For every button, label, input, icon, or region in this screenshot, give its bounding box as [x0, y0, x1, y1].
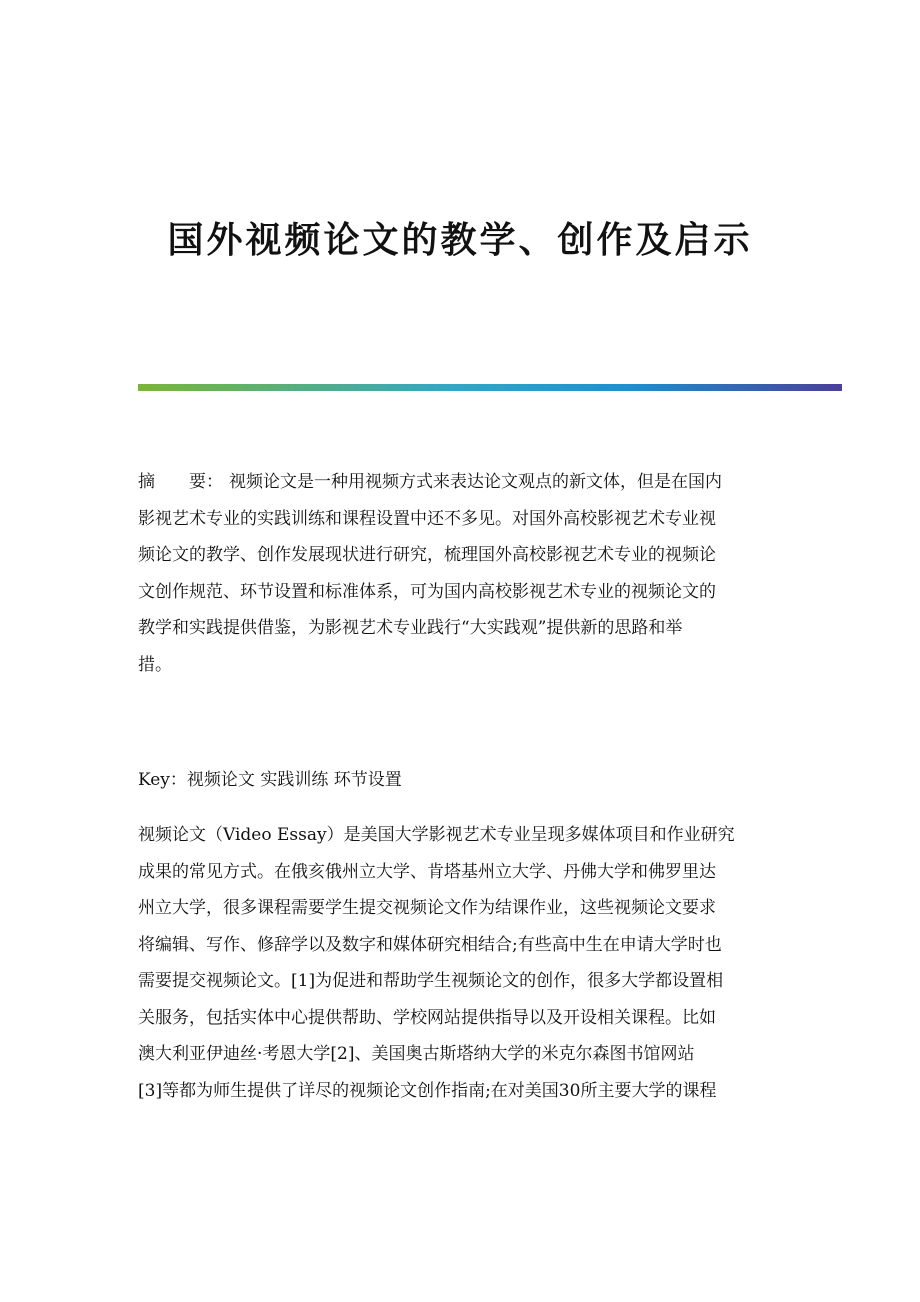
paragraph-line: 州立大学，很多课程需要学生提交视频论文作为结课作业，这些视频论文要求: [138, 898, 716, 918]
keywords-label: Key：: [138, 770, 187, 790]
abstract-line: [138, 464, 786, 501]
title-divider: [138, 384, 842, 391]
abstract-line: 文创作规范、环节设置和标准体系，可为国内高校影视艺术专业的视频论文的: [138, 581, 716, 602]
abstract-text: 视频论文是一种用视频方式来表达论文观点的新文体，但是在国内: [229, 472, 722, 492]
abstract-label: 摘 要：: [138, 472, 223, 492]
abstract-line: 频论文的教学、创作发展现状进行研究，梳理国外高校影视艺术专业的视频论: [138, 545, 716, 565]
paragraph-line: 澳大利亚伊迪丝·考恩大学[2]、美国奥古斯塔纳大学的米克尔森图书馆网站: [138, 1044, 695, 1064]
document-title: 国外视频论文的教学、创作及启示: [167, 219, 753, 261]
paragraph-line: 成果的常见方式。在俄亥俄州立大学、肯塔基州立大学、丹佛大学和佛罗里达: [138, 861, 716, 882]
keywords-section: [138, 762, 786, 799]
intro-paragraph: [138, 817, 786, 1109]
paragraph-line: [3]等都为师生提供了详尽的视频论文创作指南;在对美国30所主要大学的课程: [138, 1080, 717, 1101]
paragraph-line: 视频论文（Video Essay）是美国大学影视艺术专业呈现多媒体项目和作业研究: [138, 825, 735, 845]
abstract-line: 影视艺术专业的实践训练和课程设置中还不多见。对国外高校影视艺术专业视: [138, 508, 716, 529]
abstract-line: 措。: [138, 654, 172, 675]
paragraph-line: 关服务，包括实体中心提供帮助、学校网站提供指导以及开设相关课程。比如: [138, 1007, 716, 1028]
abstract-section: [138, 464, 786, 683]
paragraph-line: 需要提交视频论文。[1]为促进和帮助学生视频论文的创作，很多大学都设置相: [138, 971, 724, 991]
paragraph-line: 将编辑、写作、修辞学以及数字和媒体研究相结合;有些高中生在申请大学时也: [138, 934, 722, 955]
abstract-line: 教学和实践提供借鉴，为影视艺术专业践行“大实践观”提供新的思路和举: [138, 618, 683, 638]
keywords-text: 视频论文 实践训练 环节设置: [186, 770, 402, 790]
keywords-line: [138, 762, 786, 799]
